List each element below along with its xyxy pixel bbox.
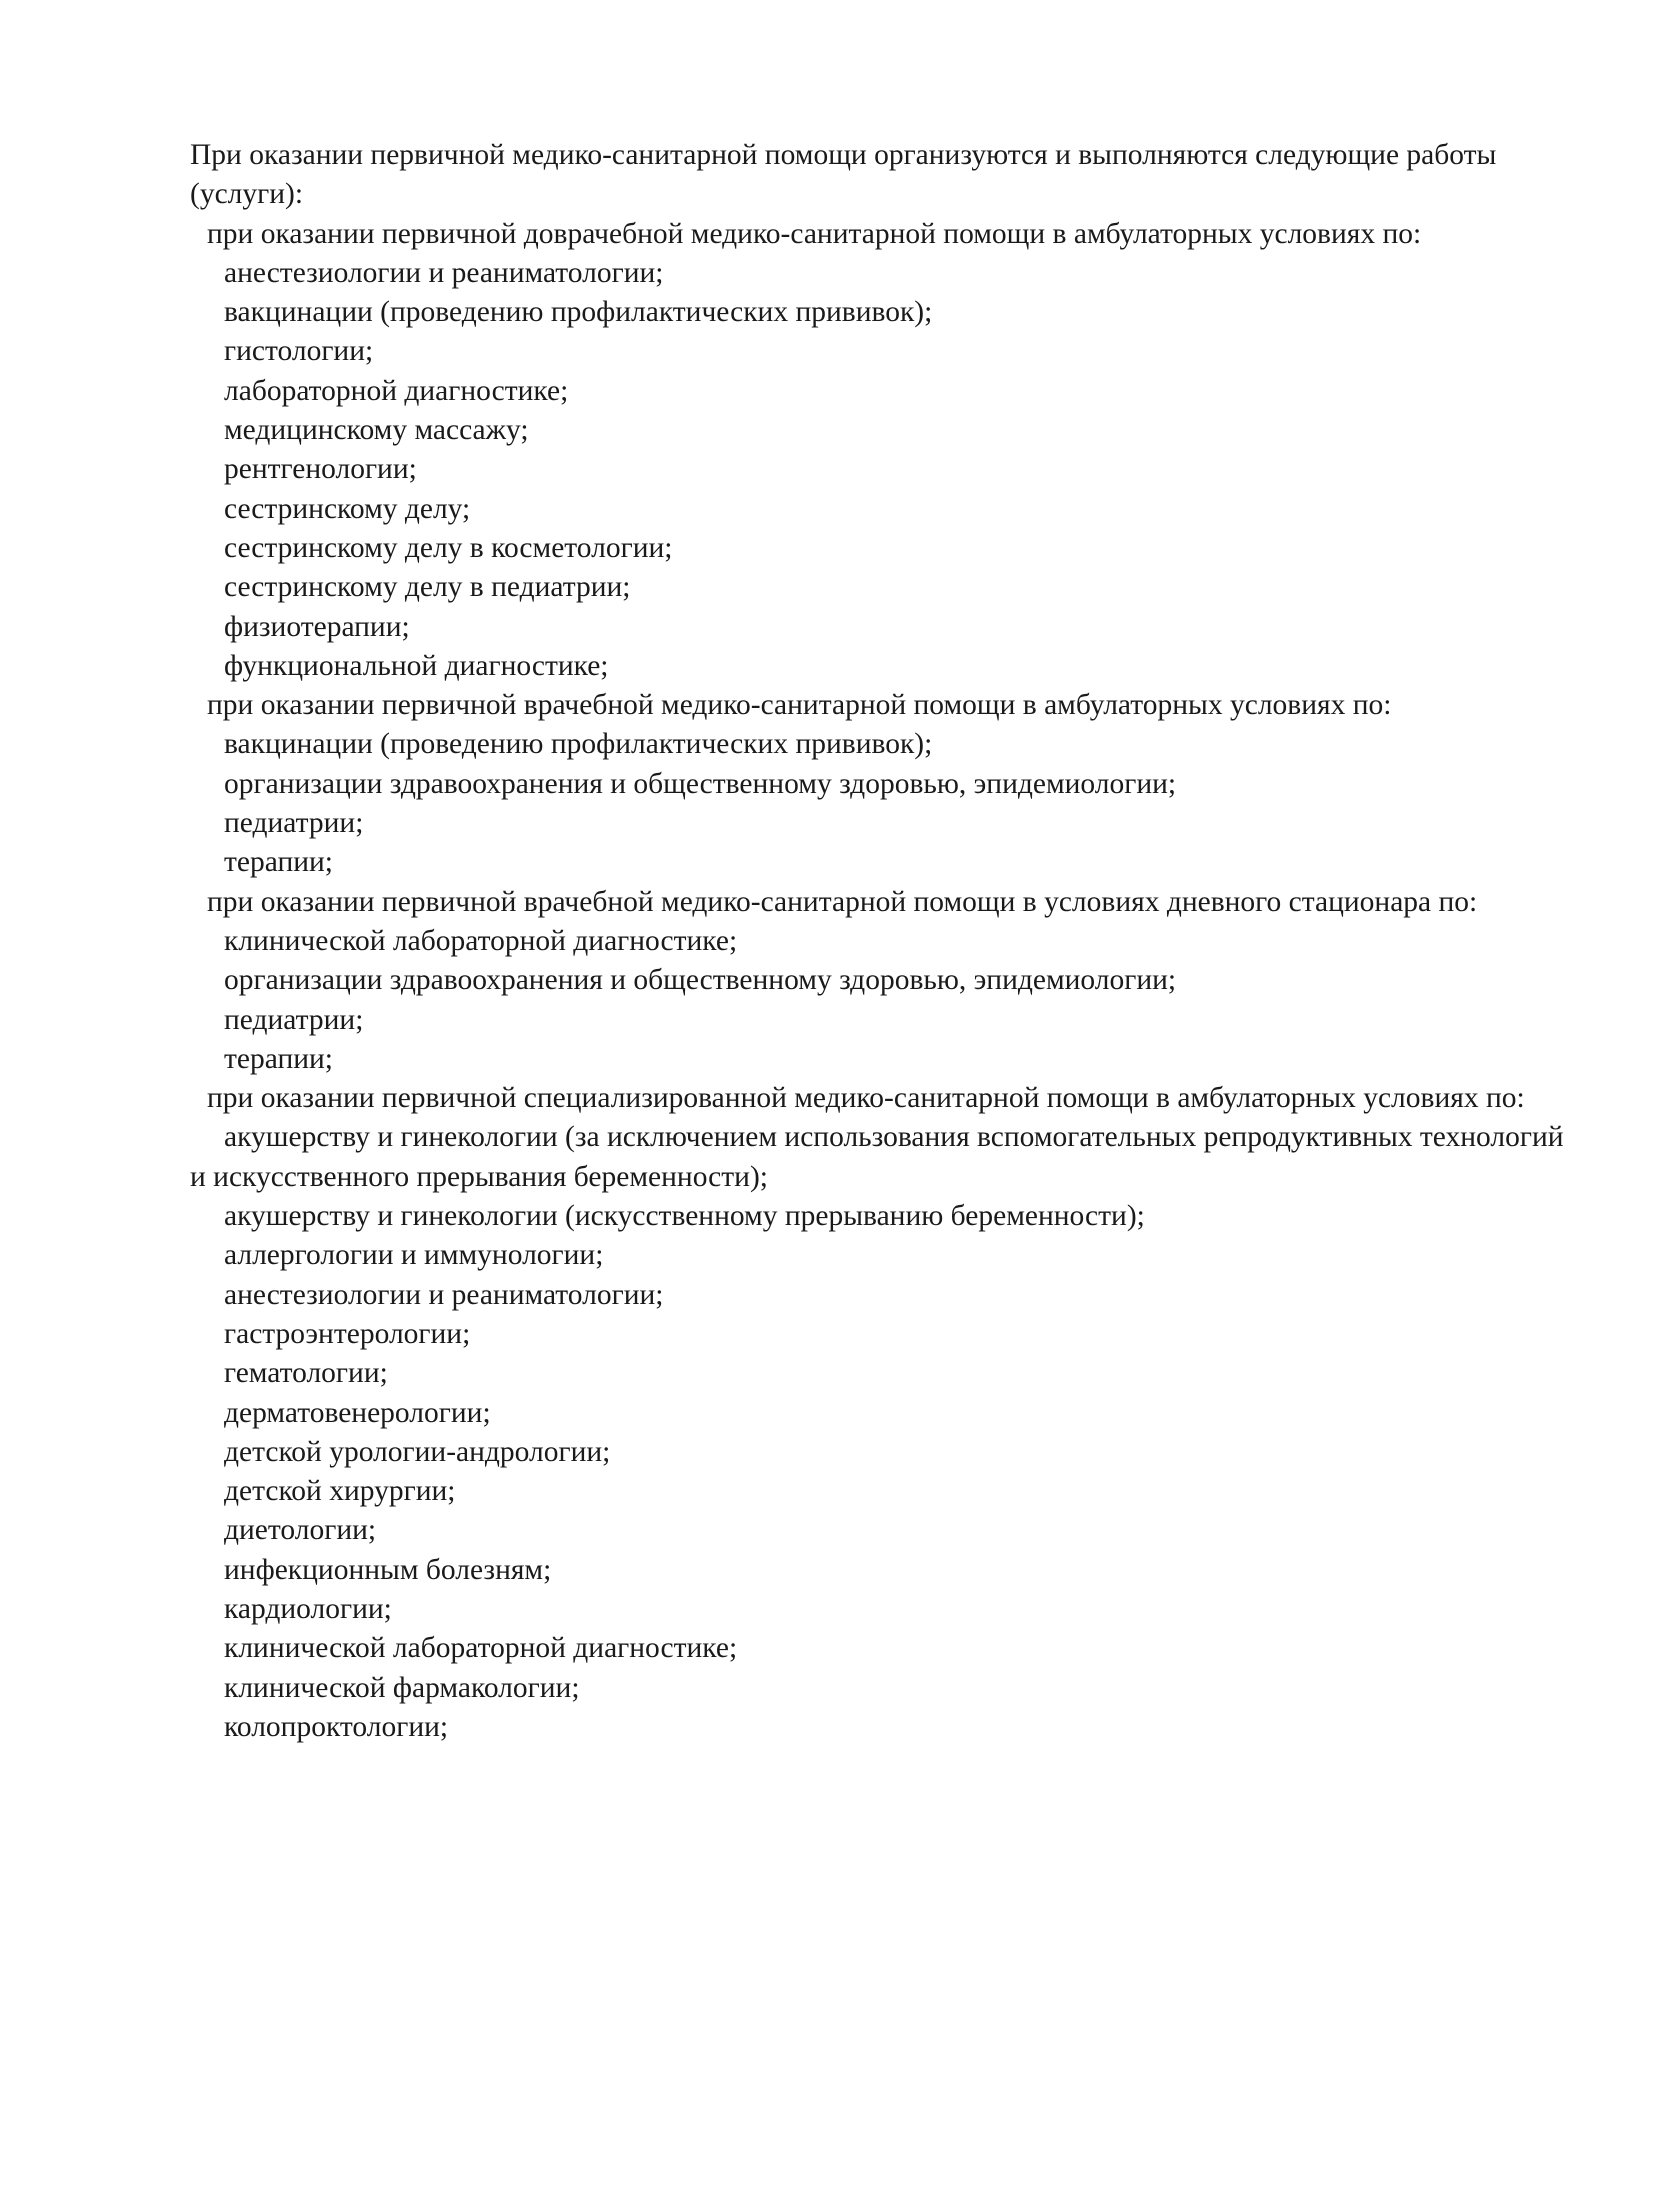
- list-item: дерматовенерологии;: [224, 1396, 491, 1429]
- list-item: организации здравоохранения и общественному здоровью, эпидемиологии;: [224, 964, 1177, 997]
- list-item: сестринскому делу в педиатрии;: [224, 571, 631, 604]
- list-item: вакцинации (проведению профилактических прививок);: [224, 296, 933, 329]
- section-heading: при оказании первичной специализированной медико-санитарной помощи в амбулаторных условиях по:: [207, 1082, 1525, 1115]
- list-item: клинической фармакологии;: [224, 1671, 580, 1704]
- list-item: детской урологии-андрологии;: [224, 1435, 611, 1468]
- list-item: сестринскому делу;: [224, 492, 471, 525]
- list-item: педиатрии;: [224, 1003, 364, 1036]
- list-item: сестринскому делу в косметологии;: [224, 531, 673, 564]
- list-item: диетологии;: [224, 1514, 377, 1547]
- list-item: рентгенологии;: [224, 453, 417, 486]
- document-page: [190, 136, 1570, 1747]
- list-item: аллергологии и иммунологии;: [224, 1239, 604, 1272]
- list-item: организации здравоохранения и общественному здоровью, эпидемиологии;: [224, 767, 1177, 800]
- section-pre-medical-outpatient: [190, 215, 1570, 687]
- list-item: акушерству и гинекологии (за исключением использования вспомогательных репродуктивных технологий и искусственного прерывания беременности);: [190, 1121, 1564, 1193]
- list-item: колопроктологии;: [224, 1710, 449, 1743]
- list-item: педиатрии;: [224, 807, 364, 840]
- list-item: физиотерапии;: [224, 610, 410, 643]
- section-specialized-outpatient: [190, 1079, 1570, 1747]
- intro-paragraph: При оказании первичной медико-санитарной помощи организуются и выполняются следующие работы (услуги):: [190, 139, 1497, 211]
- list-item: гематологии;: [224, 1357, 388, 1390]
- section-medical-outpatient: [190, 686, 1570, 882]
- list-item: детской хирургии;: [224, 1475, 456, 1508]
- list-item: анестезиологии и реаниматологии;: [224, 1278, 664, 1311]
- list-item: вакцинации (проведению профилактических прививок);: [224, 728, 933, 761]
- list-item: терапии;: [224, 846, 333, 879]
- list-item: медицинскому массажу;: [224, 414, 529, 447]
- list-item: гастроэнтерологии;: [224, 1317, 471, 1350]
- list-item: инфекционным болезням;: [224, 1553, 552, 1586]
- list-item: клинической лабораторной диагностике;: [224, 924, 738, 957]
- list-item: анестезиологии и реаниматологии;: [224, 256, 664, 289]
- list-item: лабораторной диагностике;: [224, 374, 569, 407]
- section-medical-day-hospital: [190, 883, 1570, 1079]
- section-heading: при оказании первичной врачебной медико-санитарной помощи в условиях дневного стационара по:: [207, 885, 1478, 918]
- section-heading: при оказании первичной доврачебной медико-санитарной помощи в амбулаторных условиях по:: [207, 217, 1422, 250]
- list-item: акушерству и гинекологии (искусственному прерыванию беременности);: [224, 1200, 1145, 1233]
- list-item: кардиологии;: [224, 1592, 392, 1625]
- list-item: функциональной диагностике;: [224, 649, 609, 682]
- list-item: гистологии;: [224, 335, 374, 368]
- list-item: терапии;: [224, 1042, 333, 1075]
- list-item: клинической лабораторной диагностике;: [224, 1632, 738, 1665]
- section-heading: при оказании первичной врачебной медико-санитарной помощи в амбулаторных условиях по:: [207, 689, 1392, 722]
